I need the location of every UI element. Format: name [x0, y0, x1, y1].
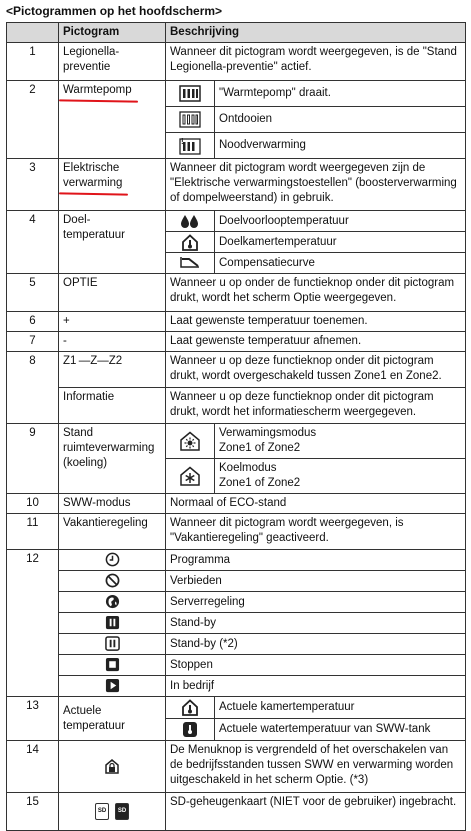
pictogram-table	[6, 22, 466, 831]
item-label: Stand-by	[166, 613, 466, 634]
table-row	[7, 424, 466, 459]
sd-card-icon: SD	[95, 803, 109, 820]
row-name	[59, 424, 166, 494]
legionella-name: Legionella- preventie	[63, 46, 120, 73]
item-label: Stoppen	[166, 655, 466, 676]
row-name	[59, 697, 166, 741]
compensation-curve-icon	[166, 253, 215, 274]
row-description: SD-geheugenkaart (NIET voor de gebruiker) ingebracht.	[166, 793, 466, 831]
item-label: In bedrijf	[166, 676, 466, 697]
row-number: 9	[7, 424, 59, 494]
header-beschrijving: Beschrijving	[166, 23, 466, 43]
current-room-temp-icon	[166, 697, 215, 719]
row-number: 7	[7, 332, 59, 352]
table-row	[7, 655, 466, 676]
row-number: 10	[7, 494, 59, 514]
table-row	[7, 634, 466, 655]
server-control-icon	[59, 592, 166, 613]
table-row	[7, 332, 466, 352]
room-temperature-icon	[166, 232, 215, 253]
row-name: -	[59, 332, 166, 352]
emergency-heating-icon	[166, 133, 215, 159]
row-description: Wanneer u op onder de functieknop onder dit pictogram drukt, wordt het scherm Optie weergegeven.	[166, 274, 466, 312]
row-number: 15	[7, 793, 59, 831]
table-row	[7, 676, 466, 697]
row-name: OPTIE	[59, 274, 166, 312]
row-name	[59, 159, 166, 211]
table-row	[7, 494, 466, 514]
flow-temperature-icon	[166, 211, 215, 232]
table-row	[7, 352, 466, 388]
elektrische-name: Elektrische verwarming	[63, 162, 123, 189]
table-row	[7, 613, 466, 634]
item-label: Compensatiecurve	[215, 253, 466, 274]
row-number: 4	[7, 211, 59, 274]
table-row	[7, 81, 466, 107]
sd-card-icons	[59, 793, 166, 831]
item-label: Noodverwarming	[215, 133, 466, 159]
item-label: Verwamingsmodus Zone1 of Zone2	[215, 424, 466, 459]
item-label: Actuele kamertemperatuur	[215, 697, 466, 719]
table-row	[7, 550, 466, 571]
table-row	[7, 571, 466, 592]
row-name	[59, 81, 166, 159]
row-number: 11	[7, 514, 59, 550]
row-description: Normaal of ECO-stand	[166, 494, 466, 514]
row-number: 3	[7, 159, 59, 211]
row-description: Laat gewenste temperatuur toenemen.	[166, 312, 466, 332]
row-name: Vakantieregeling	[59, 514, 166, 550]
defrost-icon	[166, 107, 215, 133]
page-title: <Pictogrammen op het hoofdscherm>	[6, 4, 223, 18]
current-water-temp-icon	[166, 719, 215, 741]
table-row	[7, 211, 466, 232]
heating-mode-icon	[166, 424, 215, 459]
row-description: Wanneer dit pictogram wordt weergegeven, is de "Stand Legionella-preventie" actief.	[166, 43, 466, 81]
header-pictogram: Pictogram	[59, 23, 166, 43]
table-row	[7, 312, 466, 332]
standby-icon	[59, 613, 166, 634]
table-row	[7, 388, 466, 424]
row-number: 14	[7, 741, 59, 793]
item-label: Programma	[166, 550, 466, 571]
table-row	[7, 159, 466, 211]
row-name	[59, 211, 166, 274]
doeltemp-name: Doel- temperatuur	[63, 214, 126, 241]
warmtepomp-name: Warmtepomp	[63, 84, 132, 96]
row-name: +	[59, 312, 166, 332]
item-label: Doelvoorlooptemperatuur	[215, 211, 466, 232]
row-name: SWW-modus	[59, 494, 166, 514]
row-name: Informatie	[59, 388, 166, 424]
item-label: Verbieden	[166, 571, 466, 592]
table-row	[7, 514, 466, 550]
running-icon	[59, 676, 166, 697]
stand-name: Stand ruimteverwarming (koeling)	[63, 427, 155, 469]
row-number: 1	[7, 43, 59, 81]
svg-text:!: !	[181, 137, 184, 146]
table-header-row	[7, 23, 466, 43]
row-number: 6	[7, 312, 59, 332]
row-number: 12	[7, 550, 59, 697]
row-description: Wanneer u op deze functieknop onder dit pictogram drukt, wordt het informatiescherm weergegeven.	[166, 388, 466, 424]
stop-icon	[59, 655, 166, 676]
row-number: 5	[7, 274, 59, 312]
item-label: Koelmodus Zone1 of Zone2	[215, 459, 466, 494]
row-description: Laat gewenste temperatuur afnemen.	[166, 332, 466, 352]
row-description: Wanneer dit pictogram wordt weergegeven, is "Vakantieregeling" geactiveerd.	[166, 514, 466, 550]
item-label: "Warmtepomp" draait.	[215, 81, 466, 107]
table-row	[7, 793, 466, 831]
sd-card-inserted-icon: SD	[115, 803, 129, 820]
row-number: 8	[7, 352, 59, 424]
row-name: Z1 —Z—Z2	[59, 352, 166, 388]
item-label: Doelkamertemperatuur	[215, 232, 466, 253]
item-label: Stand-by (*2)	[166, 634, 466, 655]
item-label: Serverregeling	[166, 592, 466, 613]
table-row	[7, 697, 466, 719]
table-row	[7, 274, 466, 312]
row-number: 13	[7, 697, 59, 741]
item-label: Actuele watertemperatuur van SWW-tank	[215, 719, 466, 741]
table-row	[7, 592, 466, 613]
row-description: Wanneer u op deze functieknop onder dit pictogram drukt, wordt overgeschakeld tussen Zone1 en Zone2.	[166, 352, 466, 388]
actuele-name: Actuele temperatuur	[63, 704, 126, 732]
cooling-mode-icon	[166, 459, 215, 494]
row-description: De Menuknop is vergrendeld of het overschakelen van de bedrijfsstanden tussen SWW en verwarming worden uitgeschakeld in het scherm Optie. (*3)	[166, 741, 466, 793]
prohibited-icon	[59, 571, 166, 592]
header-num	[7, 23, 59, 43]
table-row	[7, 741, 466, 793]
row-name	[59, 43, 166, 81]
standby-2-icon	[59, 634, 166, 655]
heatpump-running-icon	[166, 81, 215, 107]
table-row	[7, 43, 466, 81]
row-number: 2	[7, 81, 59, 159]
clock-icon	[59, 550, 166, 571]
row-description: Wanneer dit pictogram wordt weergegeven zijn de "Elektrische verwarmingstoestellen" (boosterverwarming of dompelweerstand) in gebruik.	[166, 159, 466, 211]
menu-lock-icon	[59, 741, 166, 793]
item-label: Ontdooien	[215, 107, 466, 133]
